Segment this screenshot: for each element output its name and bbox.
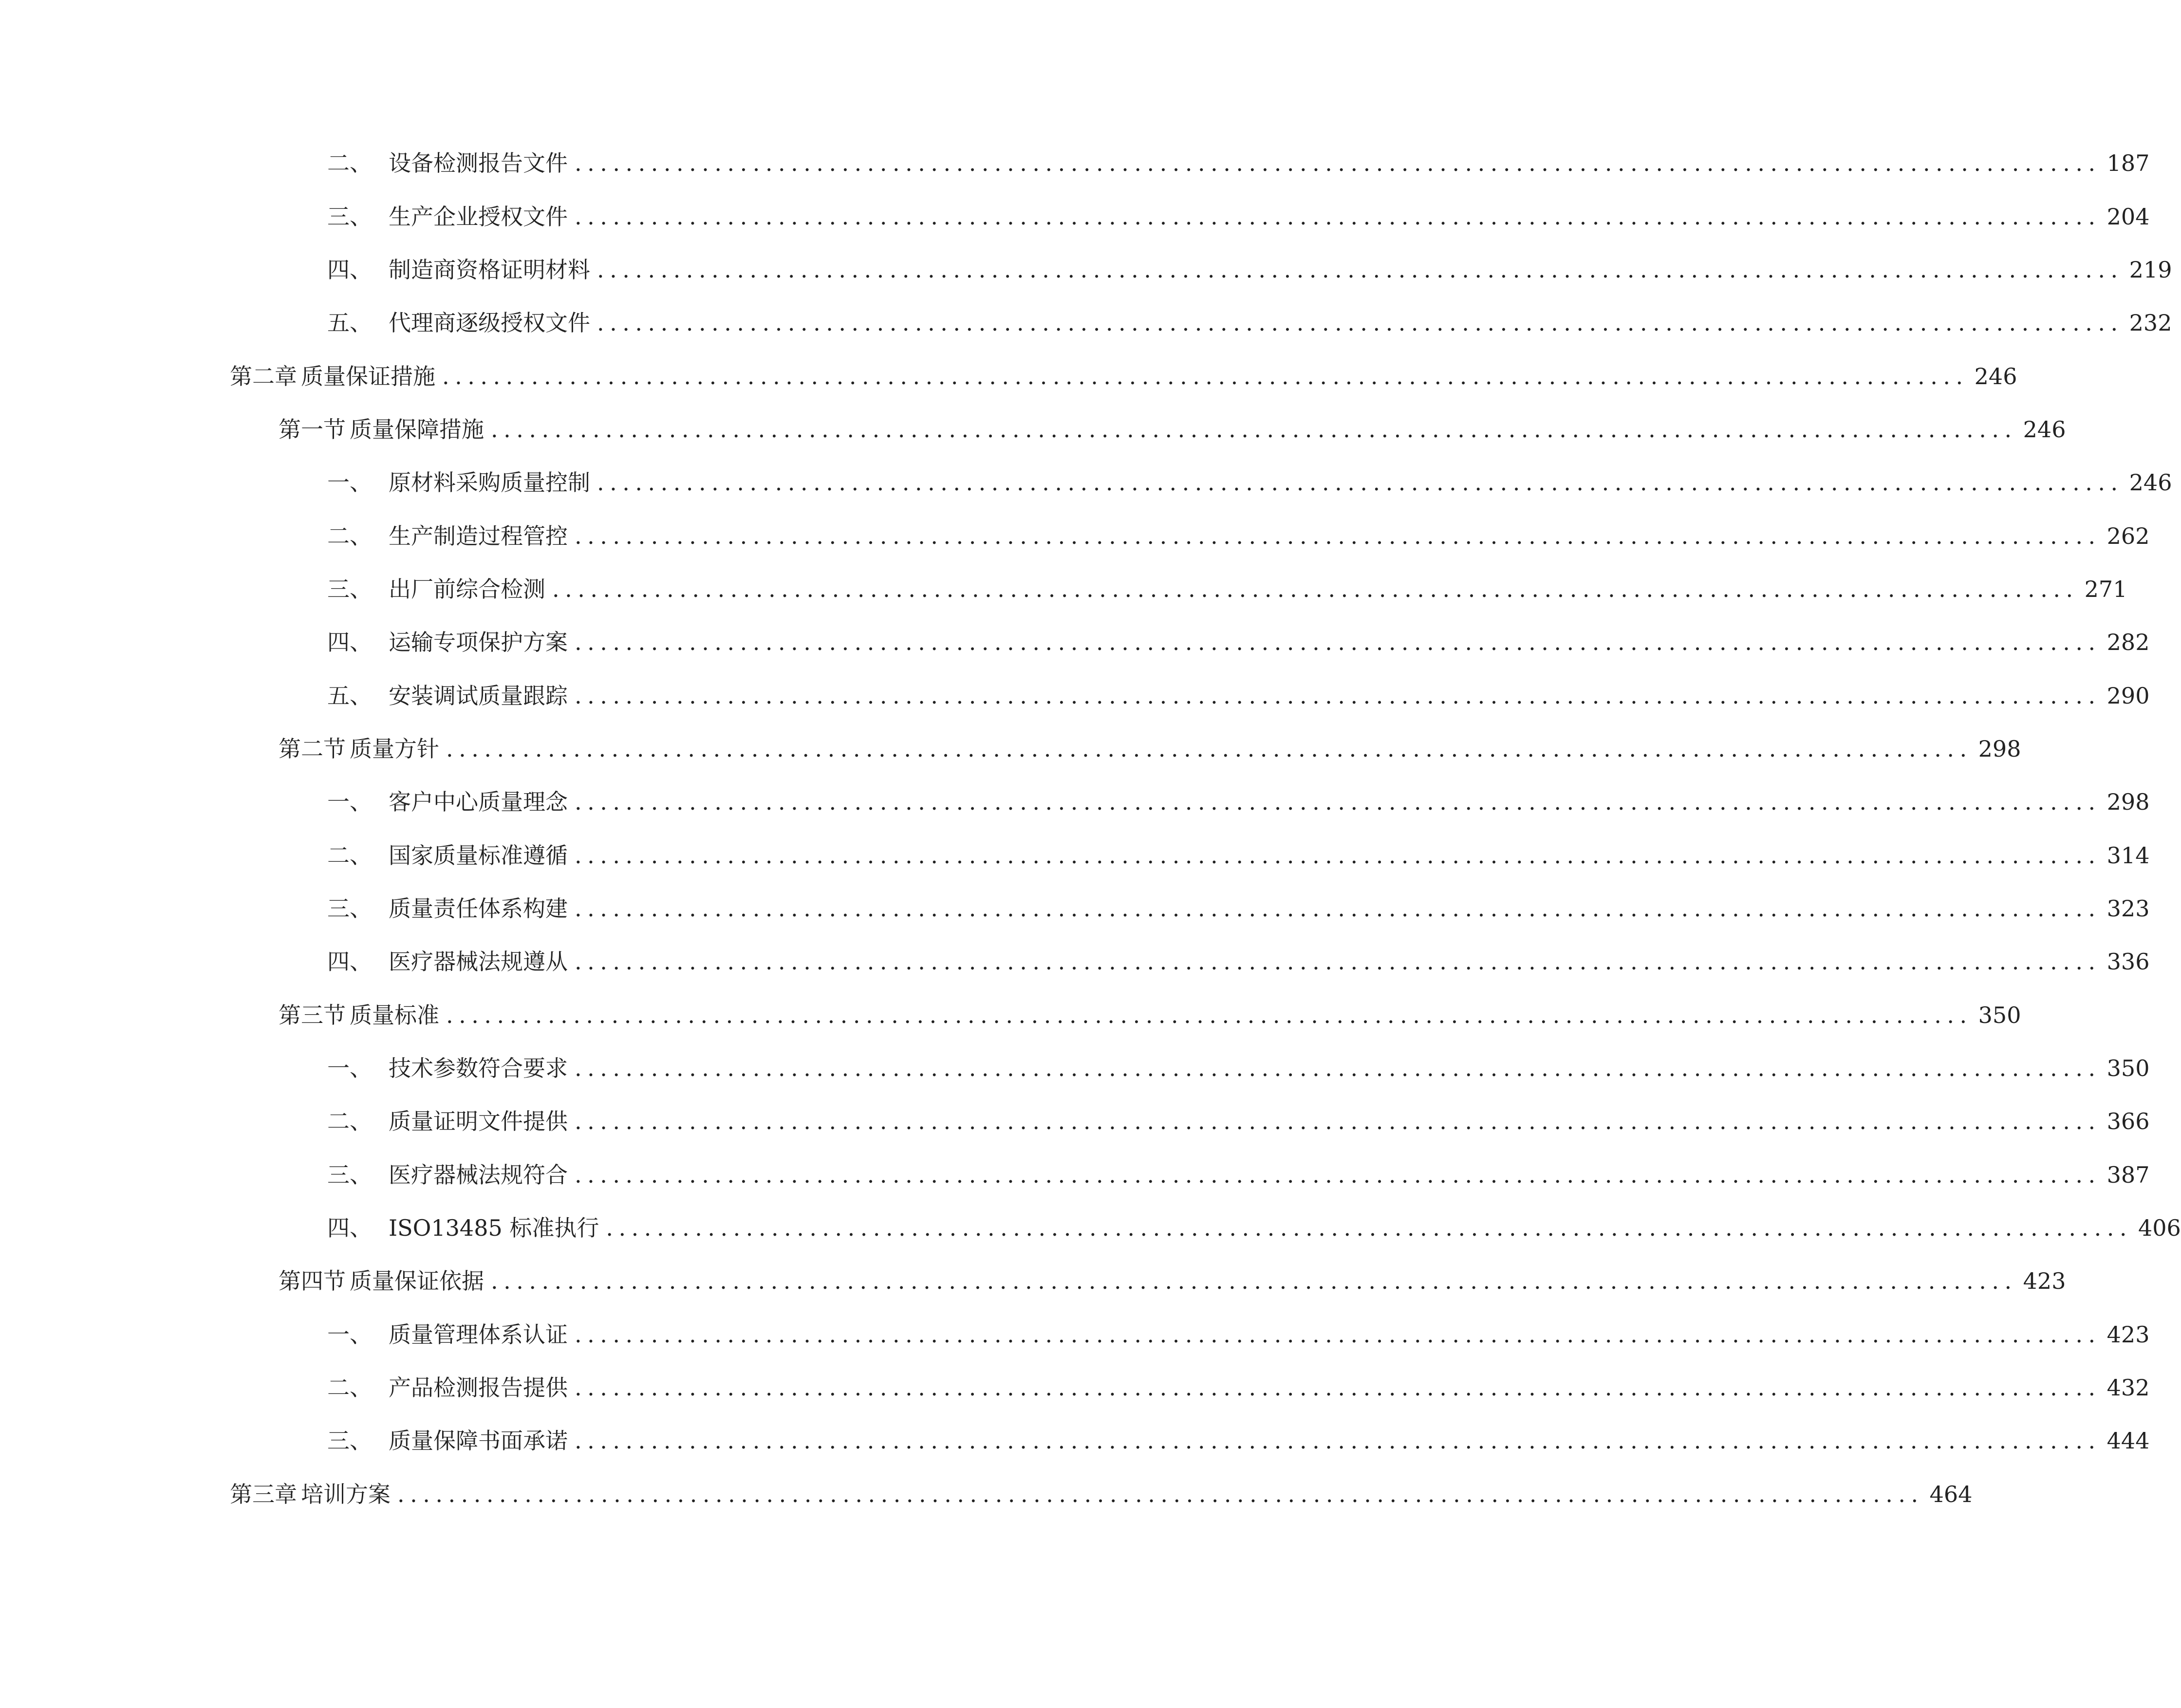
toc-entry[interactable] (327, 197, 2150, 236)
toc-entry[interactable] (327, 250, 2172, 289)
toc-page-number: 246 (2023, 416, 2066, 443)
toc-leader-dots: ........................................................................................................................ (575, 842, 2101, 869)
toc-leader-dots: ........................................................................................................................ (575, 150, 2101, 176)
toc-page-number: 432 (2106, 1374, 2150, 1401)
toc-page-number: 314 (2106, 842, 2150, 869)
toc-page-number: 323 (2106, 895, 2150, 922)
toc-page-number: 246 (2129, 469, 2172, 496)
toc-entry[interactable] (327, 942, 2150, 981)
toc-leader-dots: ........................................................................................................................ (575, 523, 2101, 549)
toc-entry-title: 生产制造过程管控 (389, 523, 568, 549)
toc-entry-title: 客户中心质量理念 (389, 789, 568, 815)
toc-leader-dots: ........................................................................................................................ (606, 1215, 2133, 1241)
toc-leader-dots: ........................................................................................................................ (397, 1481, 1924, 1507)
toc-page-number: 262 (2106, 523, 2150, 549)
toc-entry[interactable] (327, 782, 2150, 821)
toc-entry[interactable] (327, 1368, 2150, 1407)
toc-leader-dots: ........................................................................................................................ (575, 1374, 2101, 1401)
toc-page-number: 187 (2106, 150, 2150, 176)
toc-entry-number: 五、 (327, 310, 372, 336)
toc-entry[interactable] (327, 889, 2150, 928)
toc-leader-dots: ........................................................................................................................ (575, 895, 2101, 922)
toc-entry[interactable] (327, 144, 2150, 183)
toc-entry[interactable] (327, 1155, 2150, 1194)
toc-entry[interactable] (327, 1102, 2150, 1141)
toc-entry-title: 质量责任体系构建 (389, 895, 568, 922)
toc-entry-title: 原材料采购质量控制 (389, 469, 590, 496)
toc-page-number: 423 (2023, 1268, 2066, 1294)
toc-leader-dots: ........................................................................................................................ (491, 1268, 2017, 1294)
toc-entry[interactable] (327, 570, 2127, 609)
toc-entry-title: 质量保证措施 (301, 363, 435, 390)
toc-entry[interactable] (327, 676, 2150, 715)
toc-entry-title: 医疗器械法规符合 (389, 1162, 568, 1188)
toc-entry-title: ISO13485 标准执行 (389, 1215, 599, 1241)
toc-leader-dots: ........................................................................................................................ (446, 736, 1973, 762)
toc-entry-title: 培训方案 (301, 1481, 391, 1507)
toc-leader-dots: ........................................................................................................................ (575, 948, 2101, 975)
toc-page-number: 282 (2106, 629, 2150, 655)
toc-entry-title: 技术参数符合要求 (389, 1055, 568, 1081)
toc-entry-title: 质量方针 (350, 736, 439, 762)
toc-entry-title: 质量保障措施 (350, 416, 484, 443)
toc-entry-title: 质量标准 (350, 1002, 439, 1028)
toc-page-number: 423 (2106, 1321, 2150, 1348)
toc-entry[interactable] (327, 1049, 2150, 1088)
toc-page-number: 336 (2106, 948, 2150, 975)
toc-entry-title: 质量保障书面承诺 (389, 1428, 568, 1454)
toc-leader-dots: ........................................................................................................................ (575, 1108, 2101, 1134)
toc-entry-number: 第四节 (279, 1268, 346, 1294)
toc-entry[interactable] (327, 1208, 2181, 1247)
toc-entry-number: 一、 (327, 1321, 372, 1348)
toc-entry-number: 二、 (327, 1374, 372, 1401)
toc-leader-dots: ........................................................................................................................ (575, 683, 2101, 709)
toc-entry[interactable] (230, 1475, 1973, 1514)
toc-entry-title: 质量证明文件提供 (389, 1108, 568, 1134)
toc-entry-title: 代理商逐级授权文件 (389, 310, 590, 336)
toc-entry[interactable] (279, 996, 2021, 1035)
toc-entry-title: 安装调试质量跟踪 (389, 683, 568, 709)
toc-page-number: 464 (1929, 1481, 1973, 1507)
toc-entry[interactable] (327, 463, 2172, 502)
toc-entry[interactable] (279, 410, 2066, 449)
toc-entry-number: 五、 (327, 683, 372, 709)
toc-leader-dots: ........................................................................................................................ (575, 1162, 2101, 1188)
toc-page-number: 298 (1978, 736, 2021, 762)
toc-leader-dots: ........................................................................................................................ (597, 257, 2124, 283)
toc-entry[interactable] (327, 623, 2150, 662)
toc-entry-title: 质量管理体系认证 (389, 1321, 568, 1348)
toc-entry[interactable] (327, 517, 2150, 556)
toc-entry-number: 三、 (327, 576, 372, 602)
toc-page-number: 350 (1978, 1002, 2021, 1028)
toc-entry[interactable] (327, 836, 2150, 875)
toc-entry-number: 一、 (327, 469, 372, 496)
toc-leader-dots: ........................................................................................................................ (575, 1055, 2101, 1081)
toc-entry-number: 三、 (327, 1428, 372, 1454)
toc-entry-number: 四、 (327, 629, 372, 655)
toc-entry-number: 一、 (327, 789, 372, 815)
toc-entry-number: 二、 (327, 523, 372, 549)
toc-entry-title: 制造商资格证明材料 (389, 257, 590, 283)
toc-entry-title: 设备检测报告文件 (389, 150, 568, 176)
toc-page-number: 271 (2084, 576, 2127, 602)
toc-entry-number: 第三节 (279, 1002, 346, 1028)
toc-entry[interactable] (327, 303, 2172, 342)
toc-entry-number: 四、 (327, 1215, 372, 1241)
toc-leader-dots: ........................................................................................................................ (575, 629, 2101, 655)
toc-entry-number: 一、 (327, 1055, 372, 1081)
toc-entry-title: 运输专项保护方案 (389, 629, 568, 655)
toc-page-number: 366 (2106, 1108, 2150, 1134)
toc-page-number: 444 (2106, 1428, 2150, 1454)
toc-page-number: 246 (1974, 363, 2017, 390)
toc-entry-number: 第二章 (230, 363, 297, 390)
toc-entry-number: 第三章 (230, 1481, 297, 1507)
toc-page-number: 232 (2129, 310, 2172, 336)
toc-entry-number: 第一节 (279, 416, 346, 443)
toc-entry-number: 二、 (327, 150, 372, 176)
toc-page-number: 350 (2106, 1055, 2150, 1081)
toc-page-number: 406 (2138, 1215, 2181, 1241)
toc-entry[interactable] (327, 1315, 2150, 1354)
toc-leader-dots: ........................................................................................................................ (597, 310, 2124, 336)
toc-entry[interactable] (230, 357, 2017, 396)
toc-page-number: 219 (2129, 257, 2172, 283)
toc-entry-number: 三、 (327, 204, 372, 230)
toc-entry-number: 三、 (327, 1162, 372, 1188)
toc-page-number: 387 (2106, 1162, 2150, 1188)
toc-entry[interactable] (279, 729, 2021, 768)
toc-leader-dots: ........................................................................................................................ (575, 204, 2101, 230)
toc-leader-dots: ........................................................................................................................ (446, 1002, 1973, 1028)
toc-entry[interactable] (279, 1262, 2066, 1300)
toc-leader-dots: ........................................................................................................................ (491, 416, 2017, 443)
toc-page-number: 204 (2106, 204, 2150, 230)
toc-leader-dots: ........................................................................................................................ (575, 789, 2101, 815)
toc-entry-number: 三、 (327, 895, 372, 922)
toc-entry-number: 第二节 (279, 736, 346, 762)
toc-entry-number: 二、 (327, 842, 372, 869)
toc-entry-title: 国家质量标准遵循 (389, 842, 568, 869)
toc-entry[interactable] (327, 1421, 2150, 1460)
toc-page-number: 290 (2106, 683, 2150, 709)
toc-entry-title: 出厂前综合检测 (389, 576, 545, 602)
toc-page-number: 298 (2106, 789, 2150, 815)
toc-entry-title: 质量保证依据 (350, 1268, 484, 1294)
toc-entry-number: 四、 (327, 948, 372, 975)
toc-entry-title: 产品检测报告提供 (389, 1374, 568, 1401)
toc-leader-dots: ........................................................................................................................ (597, 469, 2124, 496)
toc-entry-number: 四、 (327, 257, 372, 283)
toc-leader-dots: ........................................................................................................................ (552, 576, 2079, 602)
toc-leader-dots: ........................................................................................................................ (575, 1428, 2101, 1454)
toc-leader-dots: ........................................................................................................................ (442, 363, 1969, 390)
toc-leader-dots: ........................................................................................................................ (575, 1321, 2101, 1348)
toc-entry-title: 医疗器械法规遵从 (389, 948, 568, 975)
toc-entry-number: 二、 (327, 1108, 372, 1134)
toc-entry-title: 生产企业授权文件 (389, 204, 568, 230)
